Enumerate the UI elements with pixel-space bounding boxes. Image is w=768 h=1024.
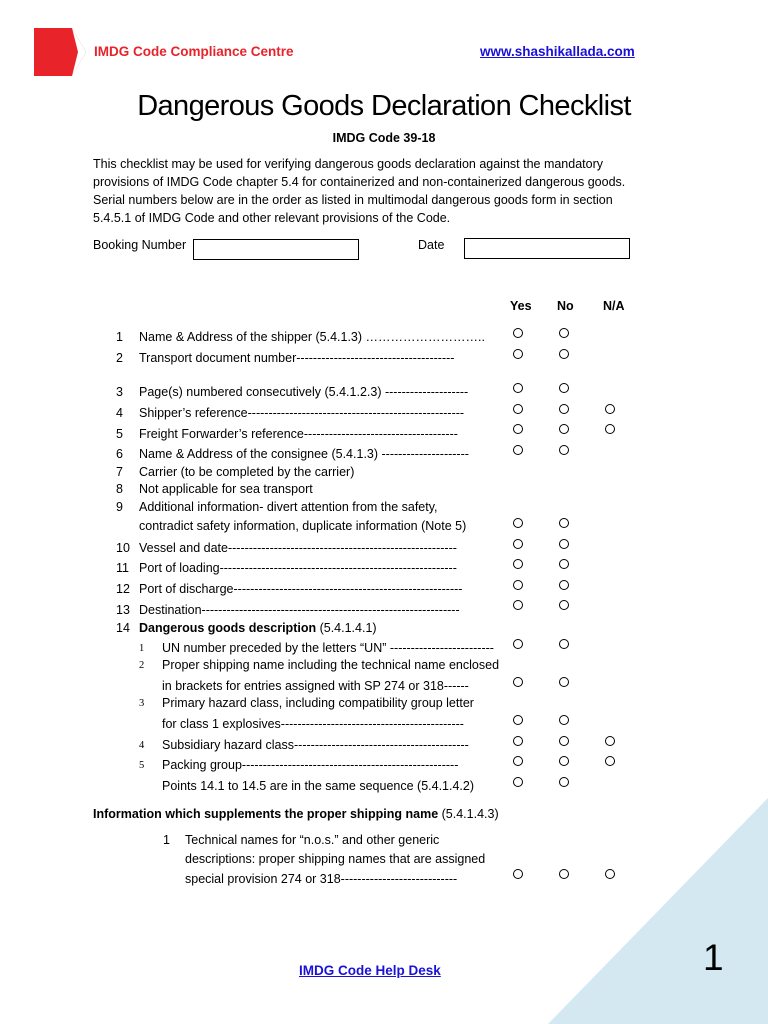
na-radio[interactable] — [605, 404, 615, 414]
supplement-heading-ref: (5.4.1.4.3) — [438, 807, 499, 821]
supplement-item-label: Technical names for “n.o.s.” and other generic — [185, 833, 440, 847]
item-number: 10 — [116, 541, 130, 555]
no-radio[interactable] — [559, 539, 569, 549]
sub-item-number: 4 — [139, 740, 145, 751]
no-radio[interactable] — [559, 600, 569, 610]
date-input[interactable] — [464, 238, 630, 259]
item-label-continued: contradict safety information, duplicate information (Note 5) — [139, 519, 467, 533]
item-label: Name & Address of the consignee (5.4.1.3) --------------------- — [139, 447, 469, 461]
item-label: Additional information- divert attention from the safety, — [139, 500, 438, 514]
item-number: 12 — [116, 582, 130, 596]
sub-item-label-continued: in brackets for entries assigned with SP 274 or 318------ — [162, 679, 469, 693]
org-name: IMDG Code Compliance Centre — [94, 44, 294, 59]
intro-line-2: provisions of IMDG Code chapter 5.4 for containerized and non-containerized dangerous goods. — [93, 175, 626, 189]
yes-radio[interactable] — [513, 383, 523, 393]
yes-radio[interactable] — [513, 328, 523, 338]
yes-radio[interactable] — [513, 639, 523, 649]
item-label: Vessel and date------------------------------------------------------- — [139, 541, 457, 555]
item-number: 13 — [116, 603, 130, 617]
yes-radio[interactable] — [513, 756, 523, 766]
yes-radio[interactable] — [513, 580, 523, 590]
item-number: 2 — [116, 351, 123, 365]
item-label-ref: (5.4.1.4.1) — [316, 621, 377, 635]
yes-radio[interactable] — [513, 677, 523, 687]
no-radio[interactable] — [559, 580, 569, 590]
no-radio[interactable] — [559, 639, 569, 649]
corner-triangle — [548, 798, 768, 1024]
sub-item-label: Proper shipping name including the technical name enclosed — [162, 658, 500, 672]
corner-decoration — [548, 798, 768, 1024]
yes-radio[interactable] — [513, 600, 523, 610]
yes-radio[interactable] — [513, 539, 523, 549]
sub-item-label: Packing group---------------------------------------------------- — [162, 758, 459, 772]
column-no: No — [557, 299, 574, 313]
item-label: Page(s) numbered consecutively (5.4.1.2.3) -------------------- — [139, 385, 469, 399]
na-radio[interactable] — [605, 756, 615, 766]
no-radio[interactable] — [559, 736, 569, 746]
item-number: 7 — [116, 465, 123, 479]
no-radio[interactable] — [559, 777, 569, 787]
item-number: 5 — [116, 427, 123, 441]
sub-item-number: 5 — [139, 760, 145, 771]
sub-item-label: Primary hazard class, including compatibility group letter — [162, 696, 474, 710]
column-na: N/A — [603, 299, 625, 313]
page-title: Dangerous Goods Declaration Checklist — [137, 90, 631, 122]
no-radio[interactable] — [559, 349, 569, 359]
sub-item-number: 1 — [139, 643, 145, 654]
no-radio[interactable] — [559, 445, 569, 455]
item-number: 9 — [116, 500, 123, 514]
item-label: Port of loading--------------------------------------------------------- — [139, 561, 457, 575]
booking-number-input[interactable] — [193, 239, 359, 260]
no-radio[interactable] — [559, 715, 569, 725]
supplement-item-number: 1 — [163, 833, 170, 847]
brand-logo-flag — [34, 28, 86, 76]
na-radio[interactable] — [605, 736, 615, 746]
yes-radio[interactable] — [513, 518, 523, 528]
yes-radio[interactable] — [513, 869, 523, 879]
intro-line-1: This checklist may be used for verifying dangerous goods declaration against the mandatory — [93, 157, 604, 171]
item-label: Not applicable for sea transport — [139, 482, 313, 496]
intro-line-4: 5.4.5.1 of IMDG Code and other relevant provisions of the Code. — [93, 211, 451, 225]
sub-item-number: 3 — [139, 698, 145, 709]
item-label: Transport document number-------------------------------------- — [139, 351, 455, 365]
sub-item-label-continued: for class 1 explosives-------------------------------------------- — [162, 717, 464, 731]
page-number: 1 — [703, 937, 724, 978]
no-radio[interactable] — [559, 677, 569, 687]
supplement-heading — [93, 806, 499, 822]
column-yes: Yes — [510, 299, 532, 313]
date-label: Date — [418, 238, 445, 252]
item-number: 14 — [116, 621, 130, 635]
sequence-note: Points 14.1 to 14.5 are in the same sequence (5.4.1.4.2) — [162, 779, 475, 793]
item-label-bold: Dangerous goods description — [139, 621, 317, 635]
item-number: 3 — [116, 385, 123, 399]
intro-line-3: Serial numbers below are in the order as listed in multimodal dangerous goods form in section — [93, 193, 613, 207]
no-radio[interactable] — [559, 383, 569, 393]
supplement-item-label-continued: descriptions: proper shipping names that are assigned — [185, 852, 486, 866]
no-radio[interactable] — [559, 424, 569, 434]
yes-radio[interactable] — [513, 715, 523, 725]
yes-radio[interactable] — [513, 424, 523, 434]
item-label: Shipper’s reference---------------------------------------------------- — [139, 406, 465, 420]
item-label: Destination-------------------------------------------------------------- — [139, 603, 460, 617]
yes-radio[interactable] — [513, 559, 523, 569]
yes-radio[interactable] — [513, 736, 523, 746]
item-label: Port of discharge------------------------------------------------------- — [139, 582, 463, 596]
sub-item-number: 2 — [139, 660, 145, 671]
yes-radio[interactable] — [513, 404, 523, 414]
no-radio[interactable] — [559, 328, 569, 338]
no-radio[interactable] — [559, 756, 569, 766]
item-label: Name & Address of the shipper (5.4.1.3) ……………………….. — [139, 330, 485, 344]
item-number: 8 — [116, 482, 123, 496]
website-link[interactable]: www.shashikallada.com — [480, 44, 635, 59]
supplement-heading-bold: Information which supplements the proper shipping name — [93, 807, 439, 821]
yes-radio[interactable] — [513, 777, 523, 787]
na-radio[interactable] — [605, 424, 615, 434]
no-radio[interactable] — [559, 518, 569, 528]
no-radio[interactable] — [559, 404, 569, 414]
sub-item-label: UN number preceded by the letters “UN” ------------------------- — [162, 641, 494, 655]
help-desk-link[interactable]: IMDG Code Help Desk — [299, 963, 441, 978]
yes-radio[interactable] — [513, 445, 523, 455]
item-number: 4 — [116, 406, 123, 420]
no-radio[interactable] — [559, 559, 569, 569]
yes-radio[interactable] — [513, 349, 523, 359]
item-label — [139, 620, 377, 636]
item-number: 6 — [116, 447, 123, 461]
sub-item-label: Subsidiary hazard class------------------------------------------ — [162, 738, 469, 752]
supplement-item-label-continued: special provision 274 or 318---------------------------- — [185, 872, 458, 886]
item-number: 11 — [116, 561, 129, 575]
item-number: 1 — [116, 330, 123, 344]
booking-number-label: Booking Number — [93, 238, 187, 252]
item-label: Carrier (to be completed by the carrier) — [139, 465, 355, 479]
page-subtitle: IMDG Code 39-18 — [332, 131, 436, 145]
item-label: Freight Forwarder’s reference------------------------------------- — [139, 427, 458, 441]
